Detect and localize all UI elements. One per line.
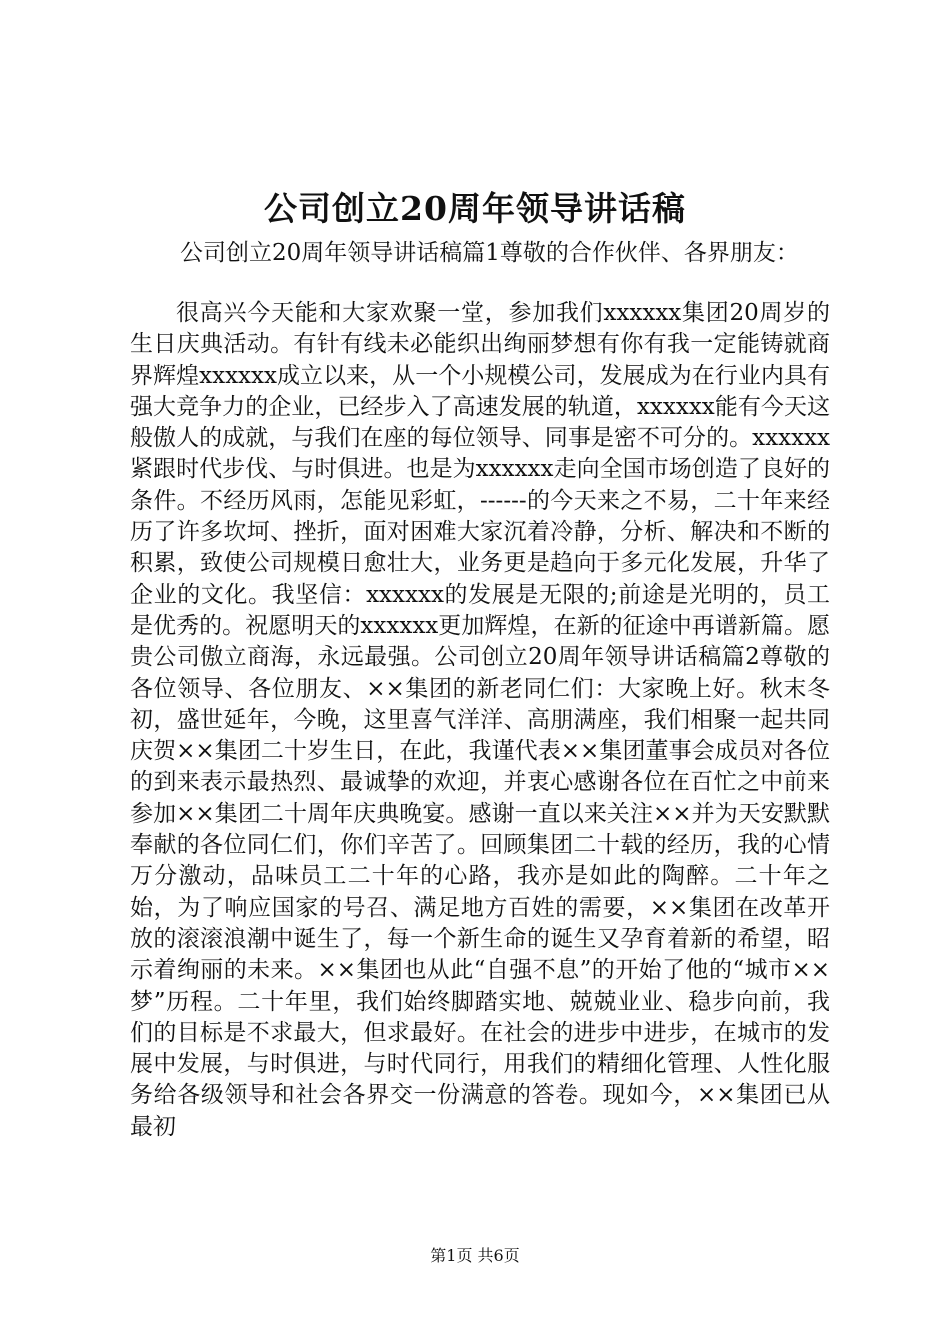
- document-title: 公司创立20周年领导讲话稿: [264, 189, 686, 228]
- document-body: 很高兴今天能和大家欢聚一堂，参加我们xxxxxx集团20周岁的生日庆典活动。有针有线未必能织出绚丽梦想有你有我一定能铸就商界辉煌xxxxxx成立以来，从一个小规模公司，发展成为在行业内具有强大竞争力的企业，已经步入了高速发展的轨道，xxxxxx能有今天这般傲人的成就，与我们在座的每位领导、同事是密不可分的。xxxxxx紧跟时代步伐、与时俱进。也是为xxxxxx走向全国市场创造了良好的条件。不经历风雨，怎能见彩虹，------的今天来之不易，二十年来经历了许多坎坷、挫折，面对困难大家沉着冷静，分析、解决和不断的积累，致使公司规模日愈壮大，业务更是趋向于多元化发展，升华了企业的文化。我坚信：xxxxxx的发展是无限的;前途是光明的，员工是优秀的。祝愿明天的xxxxxx更加辉煌，在新的征途中再谱新篇。愿贵公司傲立商海，永远最强。公司创立20周年领导讲话稿篇2尊敬的各位领导、各位朋友、××集团的新老同仁们：大家晚上好。秋末冬初，盛世延年，今晚，这里喜气洋洋、高朋满座，我们相聚一起共同庆贺××集团二十岁生日，在此，我谨代表××集团董事会成员对各位的到来表示最热烈、最诚挚的欢迎，并衷心感谢各位在百忙之中前来参加××集团二十周年庆典晚宴。感谢一直以来关注××并为天安默默奉献的各位同仁们，你们辛苦了。回顾集团二十载的经历，我的心情万分激动，品味员工二十年的心路，我亦是如此的陶醉。二十年之始，为了响应国家的号召、满足地方百姓的需要，××集团在改革开放的滚滚浪潮中诞生了，每一个新生命的诞生又孕育着新的希望，昭示着绚丽的未来。××集团也从此“自强不息”的开始了他的“城市××梦”历程。二十年里，我们始终脚踏实地、兢兢业业、稳步向前，我们的目标是不求最大，但求最好。在社会的进步中进步，在城市的发展中发展，与时俱进，与时代同行，用我们的精细化管理、人性化服务给各级领导和社会各界交一份满意的答卷。现如今，××集团已从最初: [130, 300, 830, 1140]
- document-intro: 公司创立20周年领导讲话稿篇1尊敬的合作伙伴、各界朋友：: [180, 240, 799, 266]
- page-indicator: 第1页 共6页: [430, 1246, 520, 1265]
